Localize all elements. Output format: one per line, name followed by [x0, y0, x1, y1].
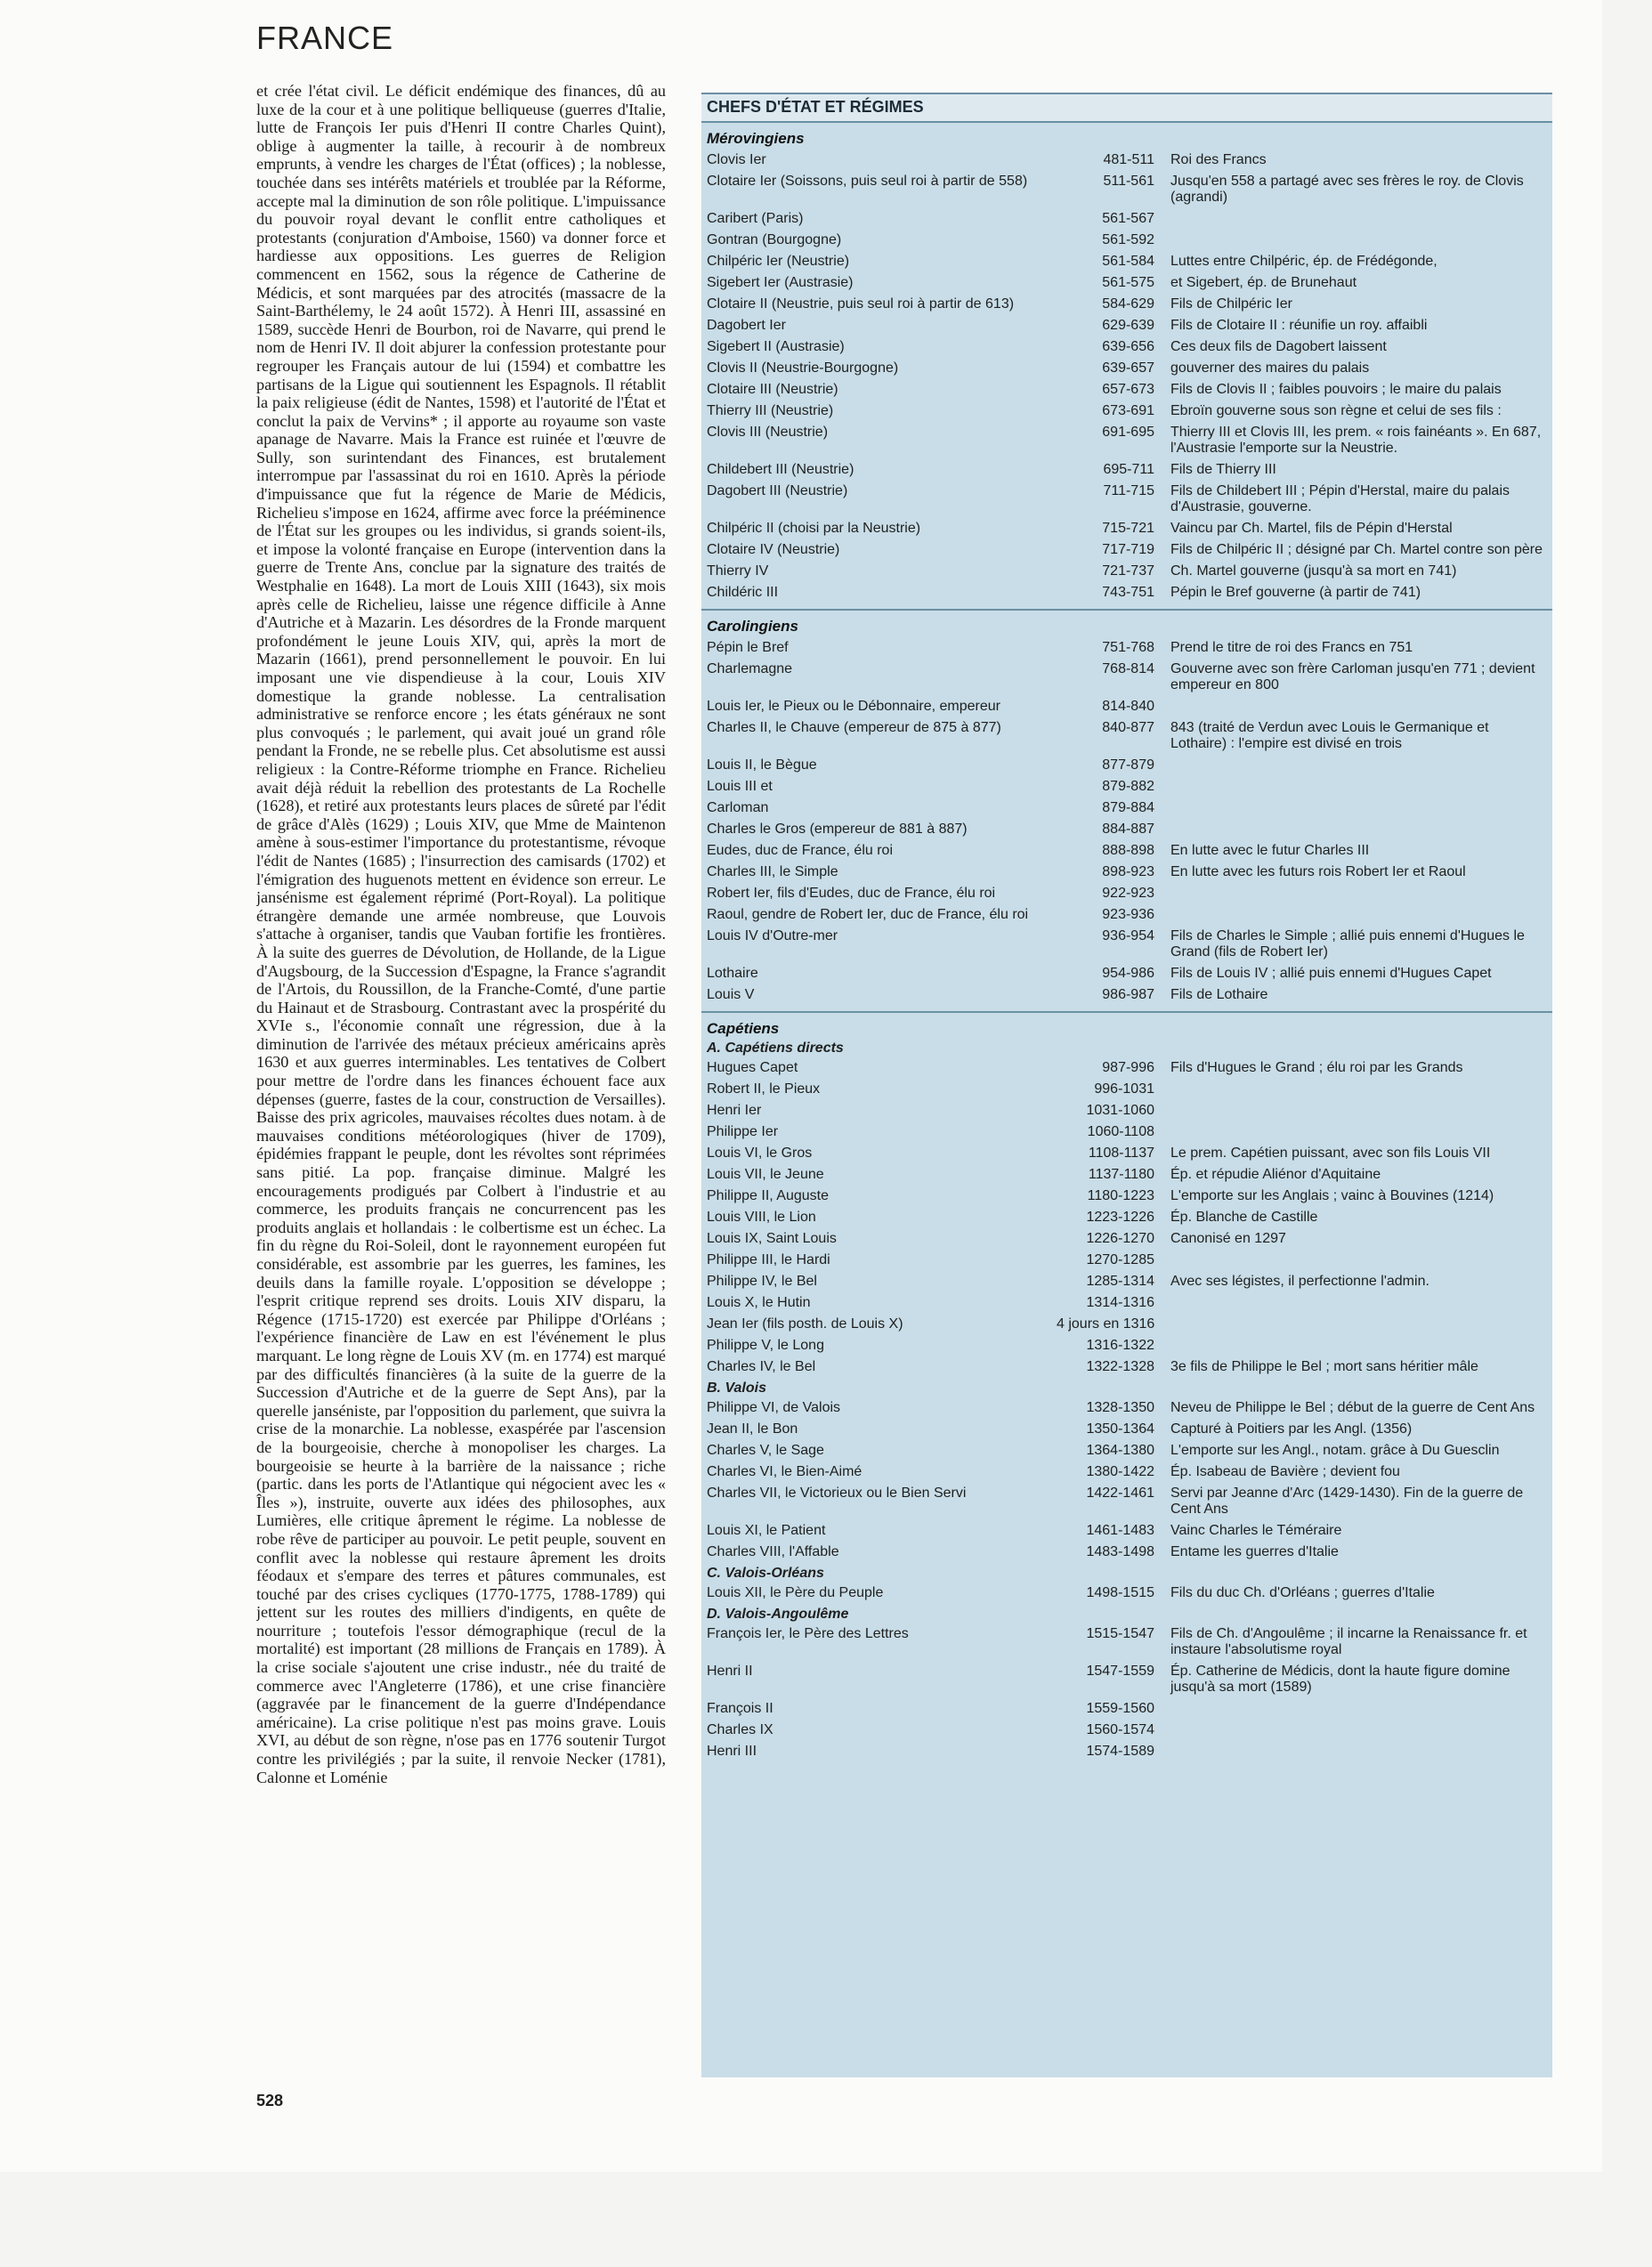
- table-row: [707, 862, 1547, 883]
- ruler-name: Philippe Ier: [707, 1124, 779, 1139]
- reign-dates: 1515-1547: [1086, 1626, 1154, 1641]
- reign-notes: Fils de Clovis II ; faibles pouvoirs ; le maire du palais: [1170, 382, 1502, 397]
- reign-dates: 1322-1328: [1086, 1359, 1154, 1374]
- reign-dates: 1380-1422: [1086, 1464, 1154, 1479]
- table-row: [707, 272, 1547, 294]
- ruler-name: Caribert (Paris): [707, 211, 804, 226]
- reign-dates: 1547-1559: [1086, 1664, 1154, 1679]
- table-row: [707, 717, 1547, 755]
- reign-dates: 840-877: [1102, 720, 1154, 735]
- ruler-name: Chilpéric Ier (Neustrie): [707, 254, 850, 269]
- reign-dates: 888-898: [1102, 843, 1154, 858]
- dynasty-section: [701, 1013, 1552, 1768]
- reign-notes: gouverner des maires du palais: [1170, 360, 1370, 376]
- table-row: [707, 696, 1547, 717]
- table-row: [707, 1228, 1547, 1250]
- reign-dates: 986-987: [1102, 987, 1154, 1002]
- reign-notes: Luttes entre Chilpéric, ép. de Frédégonde,: [1170, 254, 1437, 269]
- branch-title: D. Valois-Angoulême: [707, 1607, 849, 1622]
- ruler-name: Clotaire Ier (Soissons, puis seul roi à partir de 558): [707, 174, 1028, 189]
- reign-dates: 879-884: [1102, 800, 1154, 815]
- reign-dates: 1031-1060: [1086, 1103, 1154, 1118]
- reign-notes: Fils du duc Ch. d'Orléans ; guerres d'Italie: [1170, 1585, 1435, 1600]
- ruler-name: Childéric III: [707, 585, 779, 600]
- reign-notes: Prend le titre de roi des Francs en 751: [1170, 640, 1413, 655]
- reign-notes: [1170, 1103, 1547, 1119]
- table-row: [707, 1057, 1547, 1079]
- reign-dates: 657-673: [1102, 382, 1154, 397]
- reign-dates: 1180-1223: [1087, 1188, 1154, 1203]
- table-row: [707, 518, 1547, 539]
- ruler-name: Charles II, le Chauve (empereur de 875 à 877): [707, 720, 1001, 735]
- reign-dates: 1226-1270: [1086, 1231, 1154, 1246]
- page-number: 528: [256, 2092, 284, 2109]
- reign-dates: 1060-1108: [1087, 1124, 1154, 1139]
- table-row: [707, 1250, 1547, 1271]
- reign-notes: Ép. Blanche de Castille: [1170, 1210, 1318, 1225]
- ruler-name: Philippe V, le Long: [707, 1338, 824, 1353]
- reign-dates: 561-592: [1102, 232, 1154, 247]
- reign-notes: Entame les guerres d'Italie: [1170, 1544, 1339, 1559]
- ruler-name: Henri III: [707, 1744, 757, 1759]
- reign-dates: 877-879: [1102, 757, 1154, 773]
- reign-notes: [1170, 232, 1547, 248]
- table-row: [707, 659, 1547, 696]
- ruler-name: Louis VIII, le Lion: [707, 1210, 816, 1225]
- ruler-name: Louis XII, le Père du Peuple: [707, 1585, 884, 1600]
- table-row: [707, 819, 1547, 840]
- ruler-name: Charlemagne: [707, 661, 793, 676]
- reign-notes: Ebroïn gouverne sous son règne et celui de ses fils :: [1170, 403, 1502, 418]
- reign-notes: [1170, 886, 1547, 902]
- ruler-name: Hugues Capet: [707, 1060, 798, 1075]
- table-row: [707, 1164, 1547, 1186]
- heads-of-state-table: [701, 93, 1552, 2077]
- reign-notes: Vainc Charles le Téméraire: [1170, 1523, 1342, 1538]
- ruler-name: Clovis III (Neustrie): [707, 425, 829, 440]
- ruler-name: Charles VIII, l'Affable: [707, 1544, 839, 1559]
- reign-notes: Fils de Lothaire: [1170, 987, 1268, 1002]
- ruler-name: Philippe IV, le Bel: [707, 1274, 817, 1289]
- reign-dates: 1422-1461: [1086, 1486, 1154, 1501]
- reign-notes: [1170, 822, 1547, 838]
- ruler-name: Thierry III (Neustrie): [707, 403, 834, 418]
- reign-notes: [1170, 699, 1547, 715]
- dynasty-title: Carolingiens: [707, 618, 798, 635]
- table-row: [707, 776, 1547, 797]
- reign-notes: Fils de Chilpéric II ; désigné par Ch. Martel contre son père: [1170, 542, 1543, 557]
- table-row: [707, 984, 1547, 1006]
- reign-dates: 1270-1285: [1086, 1252, 1154, 1267]
- table-row: [707, 358, 1547, 379]
- reign-notes: Fils de Chilpéric Ier: [1170, 296, 1292, 312]
- table-row: [707, 1623, 1547, 1661]
- reign-dates: 691-695: [1102, 425, 1154, 440]
- dynasty-section: [701, 123, 1552, 611]
- reign-notes: [1170, 1338, 1547, 1354]
- table-row: [707, 379, 1547, 401]
- reign-notes: Avec ses légistes, il perfectionne l'admin.: [1170, 1274, 1429, 1289]
- reign-dates: 1498-1515: [1086, 1585, 1154, 1600]
- ruler-name: Henri Ier: [707, 1103, 762, 1118]
- reign-notes: L'emporte sur les Angl., notam. grâce à Du Guesclin: [1170, 1443, 1500, 1458]
- reign-dates: 4 jours en 1316: [1057, 1316, 1155, 1332]
- reign-dates: 639-657: [1102, 360, 1154, 376]
- ruler-name: Philippe II, Auguste: [707, 1188, 829, 1203]
- ruler-name: Chilpéric II (choisi par la Neustrie): [707, 521, 921, 536]
- table-row: [707, 582, 1547, 603]
- reign-notes: [1170, 1252, 1547, 1268]
- branch-title: A. Capétiens directs: [707, 1040, 844, 1056]
- reign-notes: 843 (traité de Verdun avec Louis le Germanique et Lothaire) : l'empire est divisé en trois: [1170, 720, 1489, 751]
- reign-dates: 1108-1137: [1088, 1146, 1154, 1161]
- reign-dates: 1285-1314: [1086, 1274, 1154, 1289]
- ruler-name: Eudes, duc de France, élu roi: [707, 843, 894, 858]
- table-row: [707, 1207, 1547, 1228]
- ruler-name: Clotaire II (Neustrie, puis seul roi à partir de 613): [707, 296, 1015, 312]
- table-row: [707, 481, 1547, 518]
- reign-dates: 1560-1574: [1086, 1722, 1154, 1737]
- table-row: [707, 208, 1547, 230]
- ruler-name: Dagobert III (Neustrie): [707, 483, 848, 498]
- reign-notes: Servi par Jeanne d'Arc (1429-1430). Fin de la guerre de Cent Ans: [1170, 1486, 1524, 1517]
- table-row: [707, 315, 1547, 336]
- table-row: [707, 1720, 1547, 1741]
- reign-dates: 629-639: [1102, 318, 1154, 333]
- reign-dates: 884-887: [1102, 822, 1154, 837]
- reign-dates: 673-691: [1102, 403, 1154, 418]
- reign-dates: 1350-1364: [1086, 1421, 1154, 1437]
- reign-notes: Thierry III et Clovis III, les prem. « rois fainéants ». En 687, l'Austrasie l'emporte sur la Neustrie.: [1170, 425, 1542, 456]
- reign-notes: Fils de Thierry III: [1170, 462, 1276, 477]
- reign-notes: Ces deux fils de Dagobert laissent: [1170, 339, 1387, 354]
- reign-notes: Neveu de Philippe le Bel ; début de la guerre de Cent Ans: [1170, 1400, 1535, 1415]
- reign-notes: Ép. et répudie Aliénor d'Aquitaine: [1170, 1167, 1381, 1182]
- table-row: [707, 1079, 1547, 1100]
- reign-notes: Le prem. Capétien puissant, avec son fils Louis VII: [1170, 1146, 1491, 1161]
- ruler-name: Clotaire III (Neustrie): [707, 382, 838, 397]
- table-row: [707, 150, 1547, 171]
- table-row: [707, 230, 1547, 251]
- ruler-name: Jean II, le Bon: [707, 1421, 798, 1437]
- ruler-name: Pépin le Bref: [707, 640, 789, 655]
- ruler-name: Louis VI, le Gros: [707, 1146, 813, 1161]
- table-row: [707, 840, 1547, 862]
- reign-notes: Fils de Childebert III ; Pépin d'Herstal, maire du palais d'Austrasie, gouverne.: [1170, 483, 1510, 514]
- table-row: [707, 1483, 1547, 1520]
- ruler-name: Louis IX, Saint Louis: [707, 1231, 837, 1246]
- ruler-name: Clovis II (Neustrie-Bourgogne): [707, 360, 899, 376]
- reign-dates: 584-629: [1102, 296, 1154, 312]
- table-row: [707, 1292, 1547, 1314]
- table-row: [707, 963, 1547, 984]
- reign-dates: 561-584: [1102, 254, 1154, 269]
- table-row: [707, 883, 1547, 904]
- ruler-name: Gontran (Bourgogne): [707, 232, 842, 247]
- reign-notes: Fils d'Hugues le Grand ; élu roi par les Grands: [1170, 1060, 1463, 1075]
- ruler-name: Louis IV d'Outre-mer: [707, 928, 838, 943]
- table-row: [707, 561, 1547, 582]
- reign-dates: 481-511: [1103, 152, 1154, 167]
- ruler-name: Louis II, le Bègue: [707, 757, 817, 773]
- reign-notes: [1170, 779, 1547, 795]
- table-row: [707, 1121, 1547, 1143]
- ruler-name: Carloman: [707, 800, 769, 815]
- ruler-name: Louis III et: [707, 779, 773, 794]
- reign-dates: 922-923: [1102, 886, 1154, 901]
- table-row: [707, 1314, 1547, 1335]
- reign-notes: [1170, 1081, 1547, 1097]
- reign-notes: Fils de Ch. d'Angoulême ; il incarne la Renaissance fr. et instaure l'absolutisme royal: [1170, 1626, 1527, 1657]
- reign-dates: 715-721: [1102, 521, 1154, 536]
- table-row: [707, 1542, 1547, 1563]
- reign-notes: Jusqu'en 558 a partagé avec ses frères le roy. de Clovis (agrandi): [1170, 174, 1524, 205]
- table-row: [707, 1143, 1547, 1164]
- branch-title: C. Valois-Orléans: [707, 1566, 824, 1581]
- reign-dates: 898-923: [1102, 864, 1154, 879]
- reign-notes: [1170, 1722, 1547, 1738]
- table-row: [707, 1419, 1547, 1440]
- reign-dates: 954-986: [1102, 966, 1154, 981]
- reign-notes: Canonisé en 1297: [1170, 1231, 1286, 1246]
- ruler-name: Charles le Gros (empereur de 881 à 887): [707, 822, 968, 837]
- table-row: [707, 904, 1547, 926]
- reign-dates: 1328-1350: [1086, 1400, 1154, 1415]
- reign-dates: 936-954: [1102, 928, 1154, 943]
- reign-notes: 3e fils de Philippe le Bel ; mort sans héritier mâle: [1170, 1359, 1478, 1374]
- table-row: [707, 1440, 1547, 1461]
- reign-notes: [1170, 211, 1547, 227]
- reign-dates: 561-567: [1102, 211, 1154, 226]
- reign-notes: Capturé à Poitiers par les Angl. (1356): [1170, 1421, 1413, 1437]
- reign-dates: 639-656: [1102, 339, 1154, 354]
- reign-notes: [1170, 1744, 1547, 1760]
- reign-notes: Ép. Catherine de Médicis, dont la haute figure domine jusqu'à sa mort (1589): [1170, 1664, 1510, 1695]
- ruler-name: François Ier, le Père des Lettres: [707, 1626, 909, 1641]
- reign-notes: En lutte avec les futurs rois Robert Ier et Raoul: [1170, 864, 1466, 879]
- reign-dates: 1137-1180: [1088, 1167, 1154, 1182]
- ruler-name: Robert II, le Pieux: [707, 1081, 821, 1097]
- ruler-name: Clovis Ier: [707, 152, 766, 167]
- table-row: [707, 1397, 1547, 1419]
- reign-notes: Fils de Louis IV ; allié puis ennemi d'Hugues Capet: [1170, 966, 1492, 981]
- dynasty-title: Capétiens: [707, 1020, 780, 1037]
- reign-dates: 1461-1483: [1086, 1523, 1154, 1538]
- reign-notes: Ch. Martel gouverne (jusqu'à sa mort en 741): [1170, 563, 1457, 579]
- table-row: [707, 1661, 1547, 1698]
- ruler-name: Charles VI, le Bien-Aimé: [707, 1464, 862, 1479]
- ruler-name: Louis V: [707, 987, 755, 1002]
- ruler-name: Charles V, le Sage: [707, 1443, 824, 1458]
- table-row: [707, 1271, 1547, 1292]
- ruler-name: Clotaire IV (Neustrie): [707, 542, 840, 557]
- reign-dates: 923-936: [1102, 907, 1154, 922]
- reign-dates: 1364-1380: [1086, 1443, 1154, 1458]
- reign-dates: 1316-1322: [1086, 1338, 1154, 1353]
- reign-dates: 1559-1560: [1086, 1701, 1154, 1716]
- table-row: [707, 171, 1547, 208]
- reign-notes: L'emporte sur les Anglais ; vainc à Bouvines (1214): [1170, 1188, 1494, 1203]
- branch-title: B. Valois: [707, 1380, 766, 1396]
- reign-dates: 1223-1226: [1086, 1210, 1154, 1225]
- reign-dates: 768-814: [1102, 661, 1154, 676]
- ruler-name: Louis VII, le Jeune: [707, 1167, 824, 1182]
- reign-dates: 1483-1498: [1086, 1544, 1154, 1559]
- reign-dates: 996-1031: [1094, 1081, 1154, 1097]
- table-row: [707, 539, 1547, 561]
- reign-dates: 721-737: [1102, 563, 1154, 579]
- table-row: [707, 422, 1547, 459]
- body-text-column: et crée l'état civil. Le déficit endémique des finances, dû au luxe de la cour et à une politique belliqueuse (guerres d'Italie, lutte de François Ier puis d'Henri II contre Charles Quint), oblige à augmenter la taille, à recourir à de nombreux emprunts, à vendre les charges de l'État (offices) ; la noblesse, touchée dans ses intérêts matériels et troublée par la Réforme, accepte mal la diminution de son rôle politique. L'impuissance du pouvoir royal devant le conflit entre catholiques et protestants (conjuration d'Amboise, 1560) va donner force et hardiesse aux oppositions. Les guerres de Religion commencent en 1562, sous la régence de Catherine de Médicis, et sont marquées par des atrocités (massacre de la Saint-Barthélemy, le 24 août 1572). À Henri III, assassiné en 1589, succède Henri de Bourbon, roi de Navarre, qui prend le nom de Henri IV. Il doit abjurer la confession protestante pour regrouper les Français autour de lui (1594) et combattre les partisans de la Ligue qui soutiennent les Espagnols. Il rétablit la paix religieuse (édit de Nantes, 1598) et l'autorité de l'État et conclut la paix de Vervins* ; il apporte au royaume son vaste apanage de Navarre. Mais la France est ruinée et l'œuvre de Sully, son surintendant des Finances, est brutalement interrompue par l'assassinat du roi en 1610. Après la période d'impuissance que fut la régence de Marie de Médicis, Richelieu s'impose en 1624, affirme avec force la prééminence de l'État sur les groupes ou les individus, si grands soient-ils, et impose la volonté française en Europe (intervention dans la guerre de Trente Ans, conclue par la signature des traités de Westphalie en 1648). La mort de Louis XIII (1643), six mois après celle de Richelieu, laisse une régence difficile à Anne d'Autriche et à Mazarin. Les désordres de la Fronde marquent profondément le jeune Louis XIV, qui, après la mort de Mazarin (1661), prend personnellement le pouvoir. En lui imposant une vie dispendieuse à la cour, Louis XIV domestique la grande noblesse. La centralisation administrative se renforce encore ; les états généraux ne sont plus convoqués ; le parlement, qui avait joué un grand rôle pendant la Fronde, ne se rebelle plus. Cet absolutisme est aussi religieux : la Contre-Réforme triomphe en France. Richelieu avait déjà réduit la rebellion des protestants de La Rochelle (1628), et retiré aux protestants leurs places de sûreté par l'édit de grâce d'Alès (1629) ; Louis XIV, que Mme de Maintenon amène à sous-estimer l'importance du protestantisme, révoque l'édit de Nantes (1685) ; l'insurrection des camisards (1702) et l'émigration des huguenots mettent en évidence son erreur. Le jansénisme est également réprimé (Port-Royal). La politique étrangère demande une armée nombreuse, que Louvois s'attache à organiser, tandis que Vauban fortifie les frontières. À la suite des guerres de Dévolution, de Hollande, de la Ligue d'Augsbourg, de la Succession d'Espagne, la France s'agrandit de l'Artois, du Roussillon, de la Franche-Comté, d'une partie du Hainaut et de Strasbourg. Contrastant avec la prospérité du XVIe s., l'économie connaît une régression, due à la diminution de l'arrivée des métaux précieux américains après 1630 et aux guerres interminables. Les tentatives de Colbert pour mettre de l'ordre dans les finances échouent face aux dépenses (guerre, fastes de la cour, construction de Versailles). Baisse des prix agricoles, mauvaises récoltes dues notam. à de mauvaises conditions météorologiques (hiver de 1709), épidémies frappant le peuple, dont les révoltes sont réprimées sans pitié. La pop. française diminue. Malgré les encouragements prodigués par Colbert à l'industrie et au commerce, les produits français ne concurrencent pas les produits anglais et hollandais : le colbertisme est un échec. La fin du règne du Roi-Soleil, dont le rayonnement européen fut considérable, est assombrie par les guerres, les famines, les deuils dans la famille royale. L'opposition se développe ; l'esprit critique reprend ses droits. Louis XIV disparu, la Régence (1715-1720) est exercée par Philippe d'Orléans ; l'expérience financière de Law en est l'événement le plus marquant. Le long règne de Louis XV (m. en 1774) est marqué par des difficultés financières (à la suite de la guerre de la Succession d'Autriche et de la guerre de Sept Ans), par la querelle janséniste, par l'opposition du parlement, que suivra la crise de la monarchie. La noblesse, exaspérée par l'ascension de la bourgeoisie, cherche à monopoliser les charges. La bourgeoisie se heurte à la barrière de la naissance ; riche (partic. dans les ports de l'Atlantique qui négocient avec les « Îles »), instruite, ouverte aux idées des philosophes, aux Lumières, elle critique âprement le régime. La noblesse de robe rêve de participer au pouvoir. Le petit peuple, souvent en conflit avec la noblesse qui restaure âprement les droits féodaux et s'empare des terres et pâtures communales, est touché par des crises cycliques (1770-1775, 1788-1789) qui jettent sur les routes des milliers d'indigents, en quête de nourriture ; toutefois l'essor démographique (recul de la mortalité) est important (28 millions de Français en 1789). À la crise sociale s'ajoutent une crise industr., née du traité de commerce avec l'Angleterre (1786), et une crise financière (aggravée par le financement de la guerre d'Indépendance américaine). La crise politique n'est pas moins grave. Louis XVI, au début de son règne, n'ose pas en 1776 soutenir Turgot contre les privilégiés ; par la suite, il renvoie Necker (1781), Calonne et Loménie: [256, 82, 666, 1786]
- reign-notes: [1170, 1295, 1547, 1311]
- table-row: [707, 637, 1547, 659]
- reign-notes: Gouverne avec son frère Carloman jusqu'en 771 ; devient empereur en 800: [1170, 661, 1535, 692]
- ruler-name: Sigebert Ier (Austrasie): [707, 275, 854, 290]
- reign-notes: En lutte avec le futur Charles III: [1170, 843, 1370, 858]
- ruler-name: Louis XI, le Patient: [707, 1523, 826, 1538]
- table-row: [707, 1100, 1547, 1121]
- ruler-name: Lothaire: [707, 966, 758, 981]
- reign-notes: [1170, 800, 1547, 816]
- table-row: [707, 1520, 1547, 1542]
- dynasty-title: Mérovingiens: [707, 130, 805, 147]
- table-row: [707, 1186, 1547, 1207]
- reign-dates: 561-575: [1102, 275, 1154, 290]
- reign-notes: [1170, 1124, 1547, 1140]
- ruler-name: Childebert III (Neustrie): [707, 462, 854, 477]
- table-row: [707, 336, 1547, 358]
- reign-notes: Vaincu par Ch. Martel, fils de Pépin d'Herstal: [1170, 521, 1453, 536]
- table-header: CHEFS D'ÉTAT ET RÉGIMES: [701, 94, 1552, 123]
- ruler-name: Louis Ier, le Pieux ou le Débonnaire, empereur: [707, 699, 1000, 714]
- ruler-name: Henri II: [707, 1664, 753, 1679]
- reign-dates: 1574-1589: [1086, 1744, 1154, 1759]
- table-sections: [701, 123, 1552, 1768]
- ruler-name: Philippe VI, de Valois: [707, 1400, 841, 1415]
- ruler-name: Louis X, le Hutin: [707, 1295, 811, 1310]
- table-row: [707, 459, 1547, 481]
- ruler-name: Thierry IV: [707, 563, 769, 579]
- reign-notes: [1170, 907, 1547, 923]
- ruler-name: Charles IV, le Bel: [707, 1359, 816, 1374]
- reign-notes: et Sigebert, ép. de Brunehaut: [1170, 275, 1357, 290]
- ruler-name: Charles III, le Simple: [707, 864, 838, 879]
- ruler-name: Dagobert Ier: [707, 318, 786, 333]
- table-row: [707, 251, 1547, 272]
- reign-dates: 879-882: [1102, 779, 1154, 794]
- reign-notes: [1170, 1316, 1547, 1332]
- ruler-name: Charles VII, le Victorieux ou le Bien Servi: [707, 1486, 967, 1501]
- ruler-name: Charles IX: [707, 1722, 773, 1737]
- table-row: [707, 294, 1547, 315]
- reign-notes: Roi des Francs: [1170, 152, 1267, 167]
- table-row: [707, 926, 1547, 963]
- page-title: FRANCE: [256, 20, 394, 56]
- table-row: [707, 1461, 1547, 1483]
- ruler-name: Philippe III, le Hardi: [707, 1252, 830, 1267]
- table-row: [707, 401, 1547, 422]
- reign-dates: 1314-1316: [1086, 1295, 1154, 1310]
- table-row: [707, 755, 1547, 776]
- ruler-name: François II: [707, 1701, 773, 1716]
- reign-notes: [1170, 1701, 1547, 1717]
- table-row: [707, 1583, 1547, 1604]
- table-row: [707, 1356, 1547, 1378]
- table-row: [707, 1741, 1547, 1762]
- table-row: [707, 1698, 1547, 1720]
- table-row: [707, 797, 1547, 819]
- reign-notes: Ép. Isabeau de Bavière ; devient fou: [1170, 1464, 1400, 1479]
- reign-dates: 711-715: [1103, 483, 1154, 498]
- ruler-name: Jean Ier (fils posth. de Louis X): [707, 1316, 903, 1332]
- reign-dates: 751-768: [1102, 640, 1154, 655]
- table-row: [707, 1335, 1547, 1356]
- reign-dates: 814-840: [1102, 699, 1154, 714]
- reign-notes: Pépin le Bref gouverne (à partir de 741): [1170, 585, 1421, 600]
- reign-notes: [1170, 757, 1547, 773]
- reign-dates: 987-996: [1102, 1060, 1154, 1075]
- reign-dates: 695-711: [1103, 462, 1154, 477]
- reign-notes: Fils de Charles le Simple ; allié puis ennemi d'Hugues le Grand (fils de Robert Ier): [1170, 928, 1525, 959]
- reign-dates: 511-561: [1103, 174, 1154, 189]
- reign-notes: Fils de Clotaire II : réunifie un roy. affaibli: [1170, 318, 1428, 333]
- ruler-name: Raoul, gendre de Robert Ier, duc de France, élu roi: [707, 907, 1029, 922]
- dynasty-section: [701, 611, 1552, 1013]
- reign-dates: 743-751: [1102, 585, 1154, 600]
- reign-dates: 717-719: [1102, 542, 1154, 557]
- ruler-name: Robert Ier, fils d'Eudes, duc de France, élu roi: [707, 886, 996, 901]
- ruler-name: Sigebert II (Austrasie): [707, 339, 845, 354]
